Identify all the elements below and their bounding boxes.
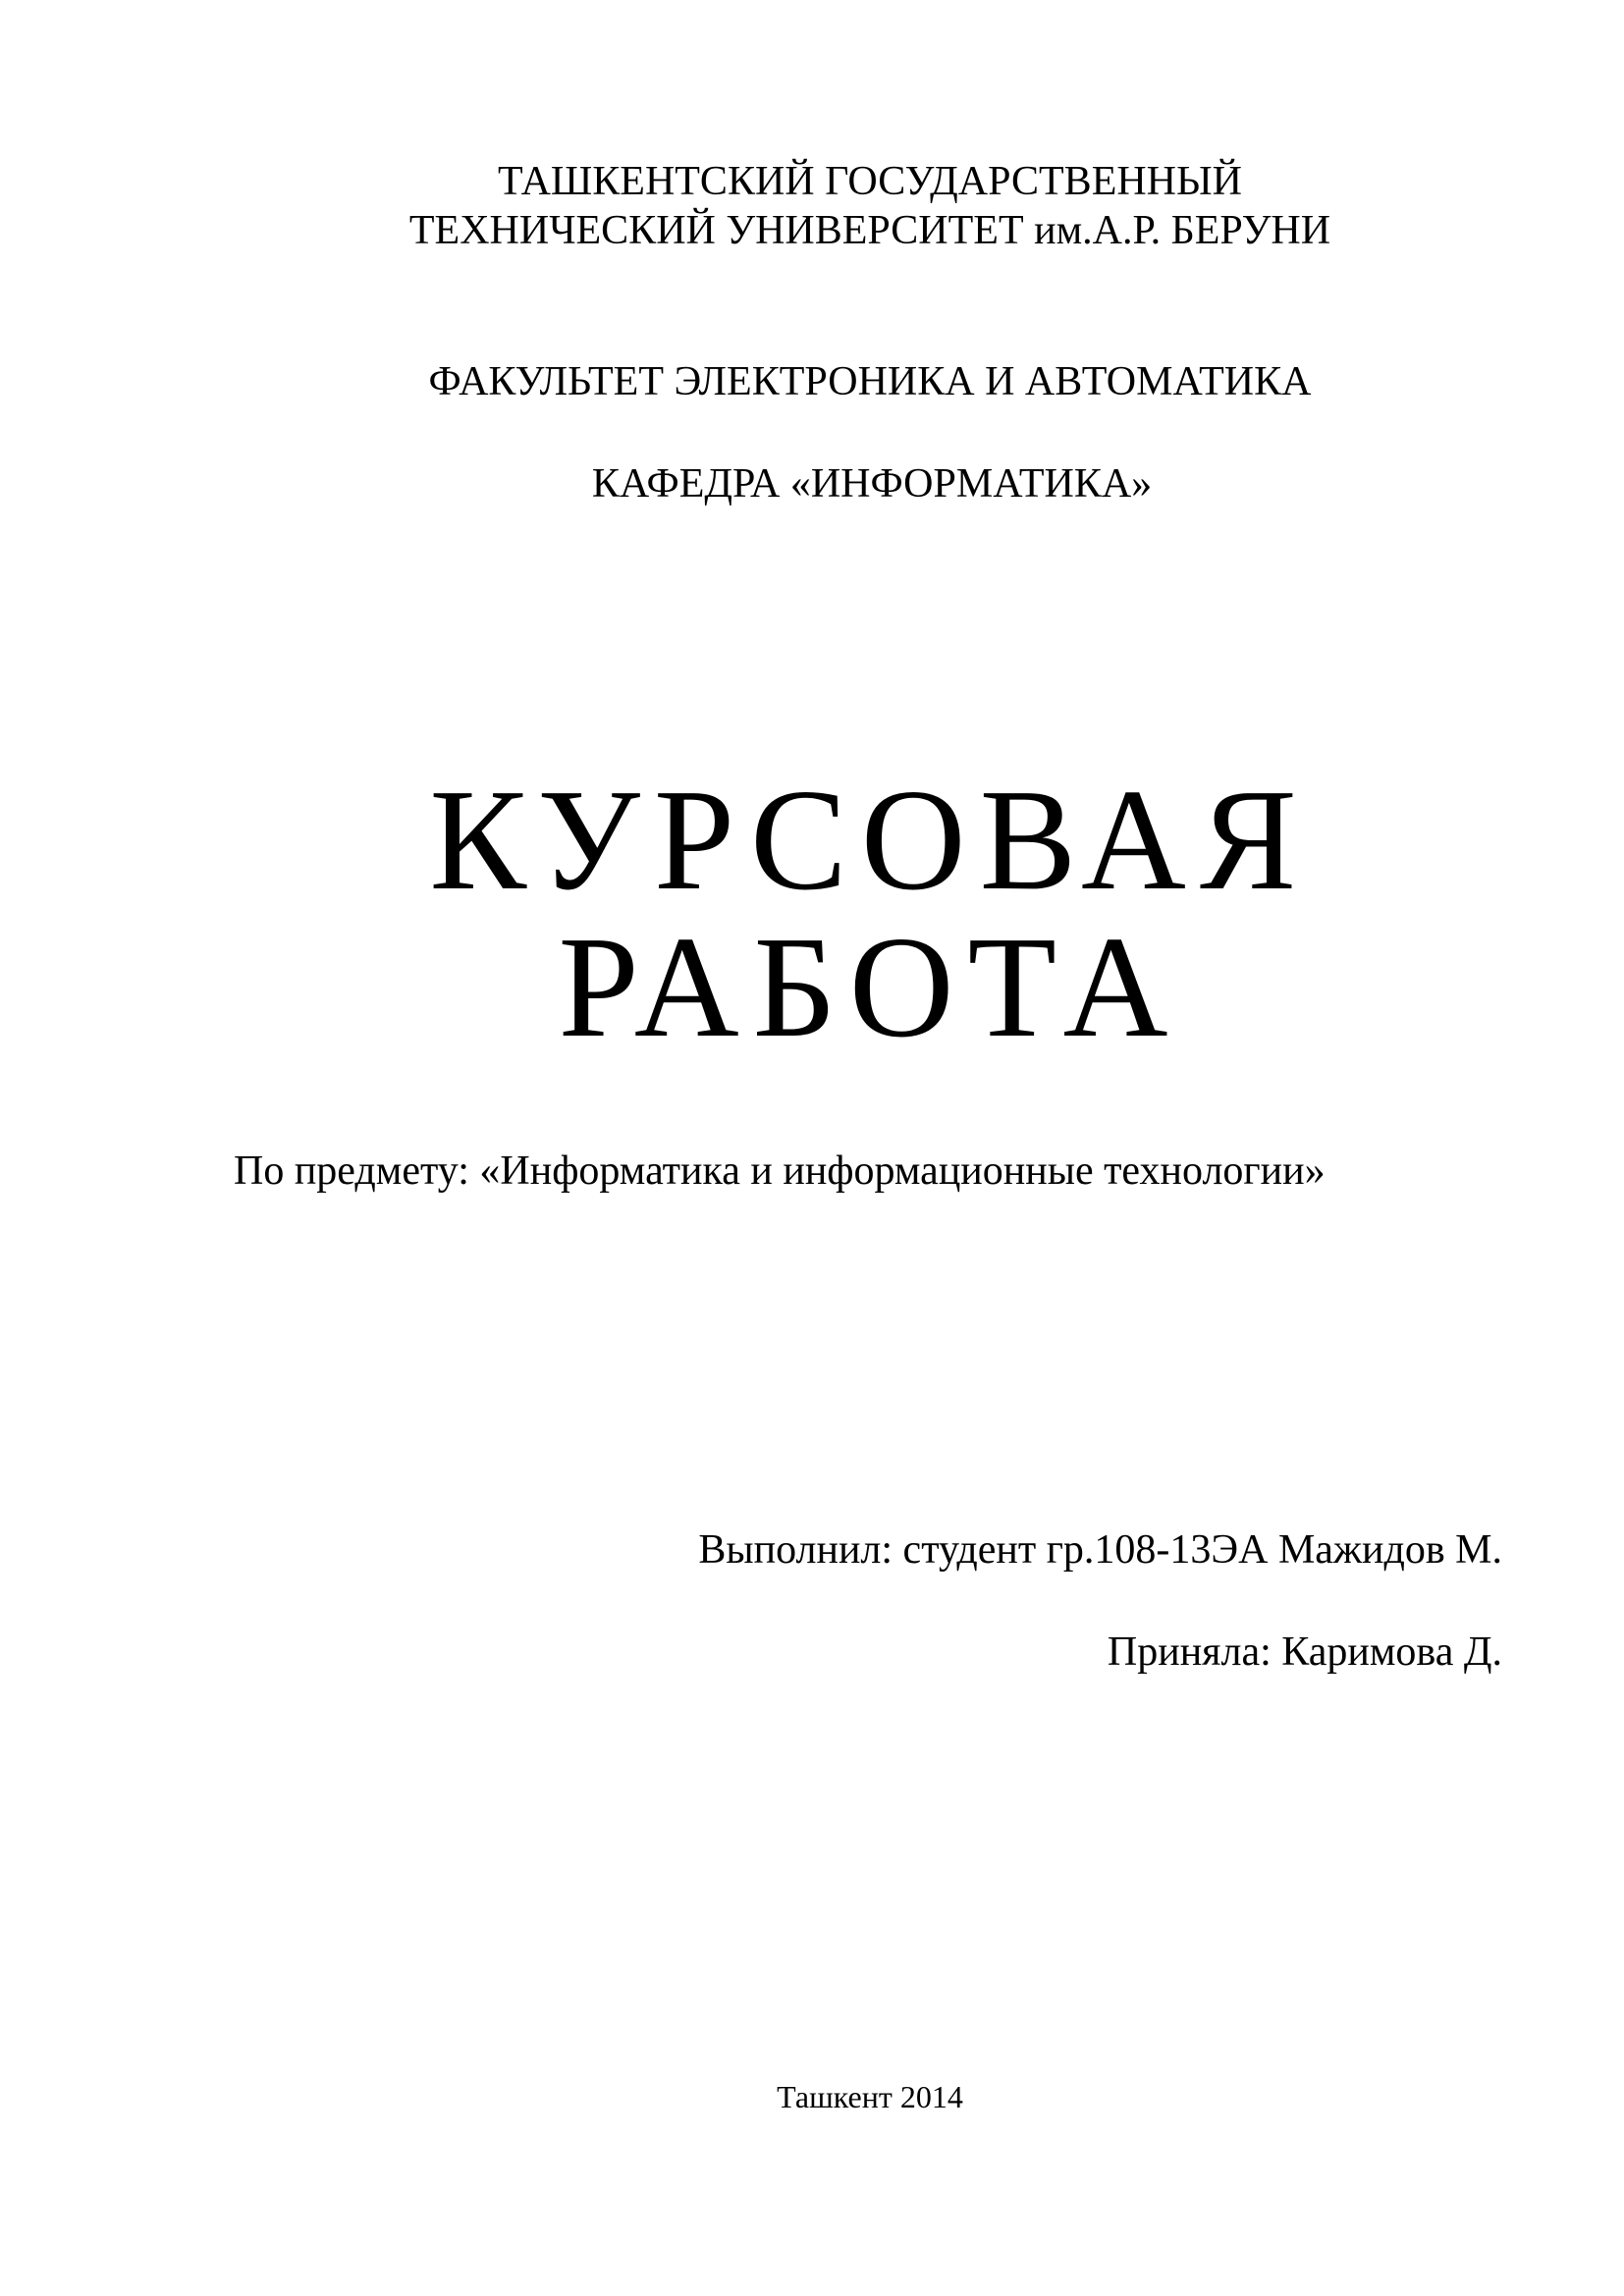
faculty-name: ФАКУЛЬТЕТ ЭЛЕКТРОНИКА И АВТОМАТИКА: [428, 359, 1312, 404]
document-title-line-1: КУРСОВАЯ: [429, 760, 1311, 921]
city-year: Ташкент 2014: [777, 2079, 963, 2114]
department-name: КАФЕДРА «ИНФОРМАТИКА»: [591, 461, 1153, 507]
subject-line: По предмету: «Информатика и информационные технологии»: [234, 1148, 1326, 1194]
university-name-line-2: ТЕХНИЧЕСКИЙ УНИВЕРСИТЕТ им.А.Р. БЕРУНИ: [408, 208, 1331, 253]
document-title-line-2: РАБОТА: [558, 907, 1182, 1068]
reviewer-line: Приняла: Каримова Д.: [1107, 1629, 1502, 1675]
university-name-line-1: ТАШКЕНТСКИЙ ГОСУДАРСТВЕННЫЙ: [498, 159, 1242, 204]
author-line: Выполнил: студент гр.108-13ЭА Мажидов М.: [698, 1527, 1502, 1573]
